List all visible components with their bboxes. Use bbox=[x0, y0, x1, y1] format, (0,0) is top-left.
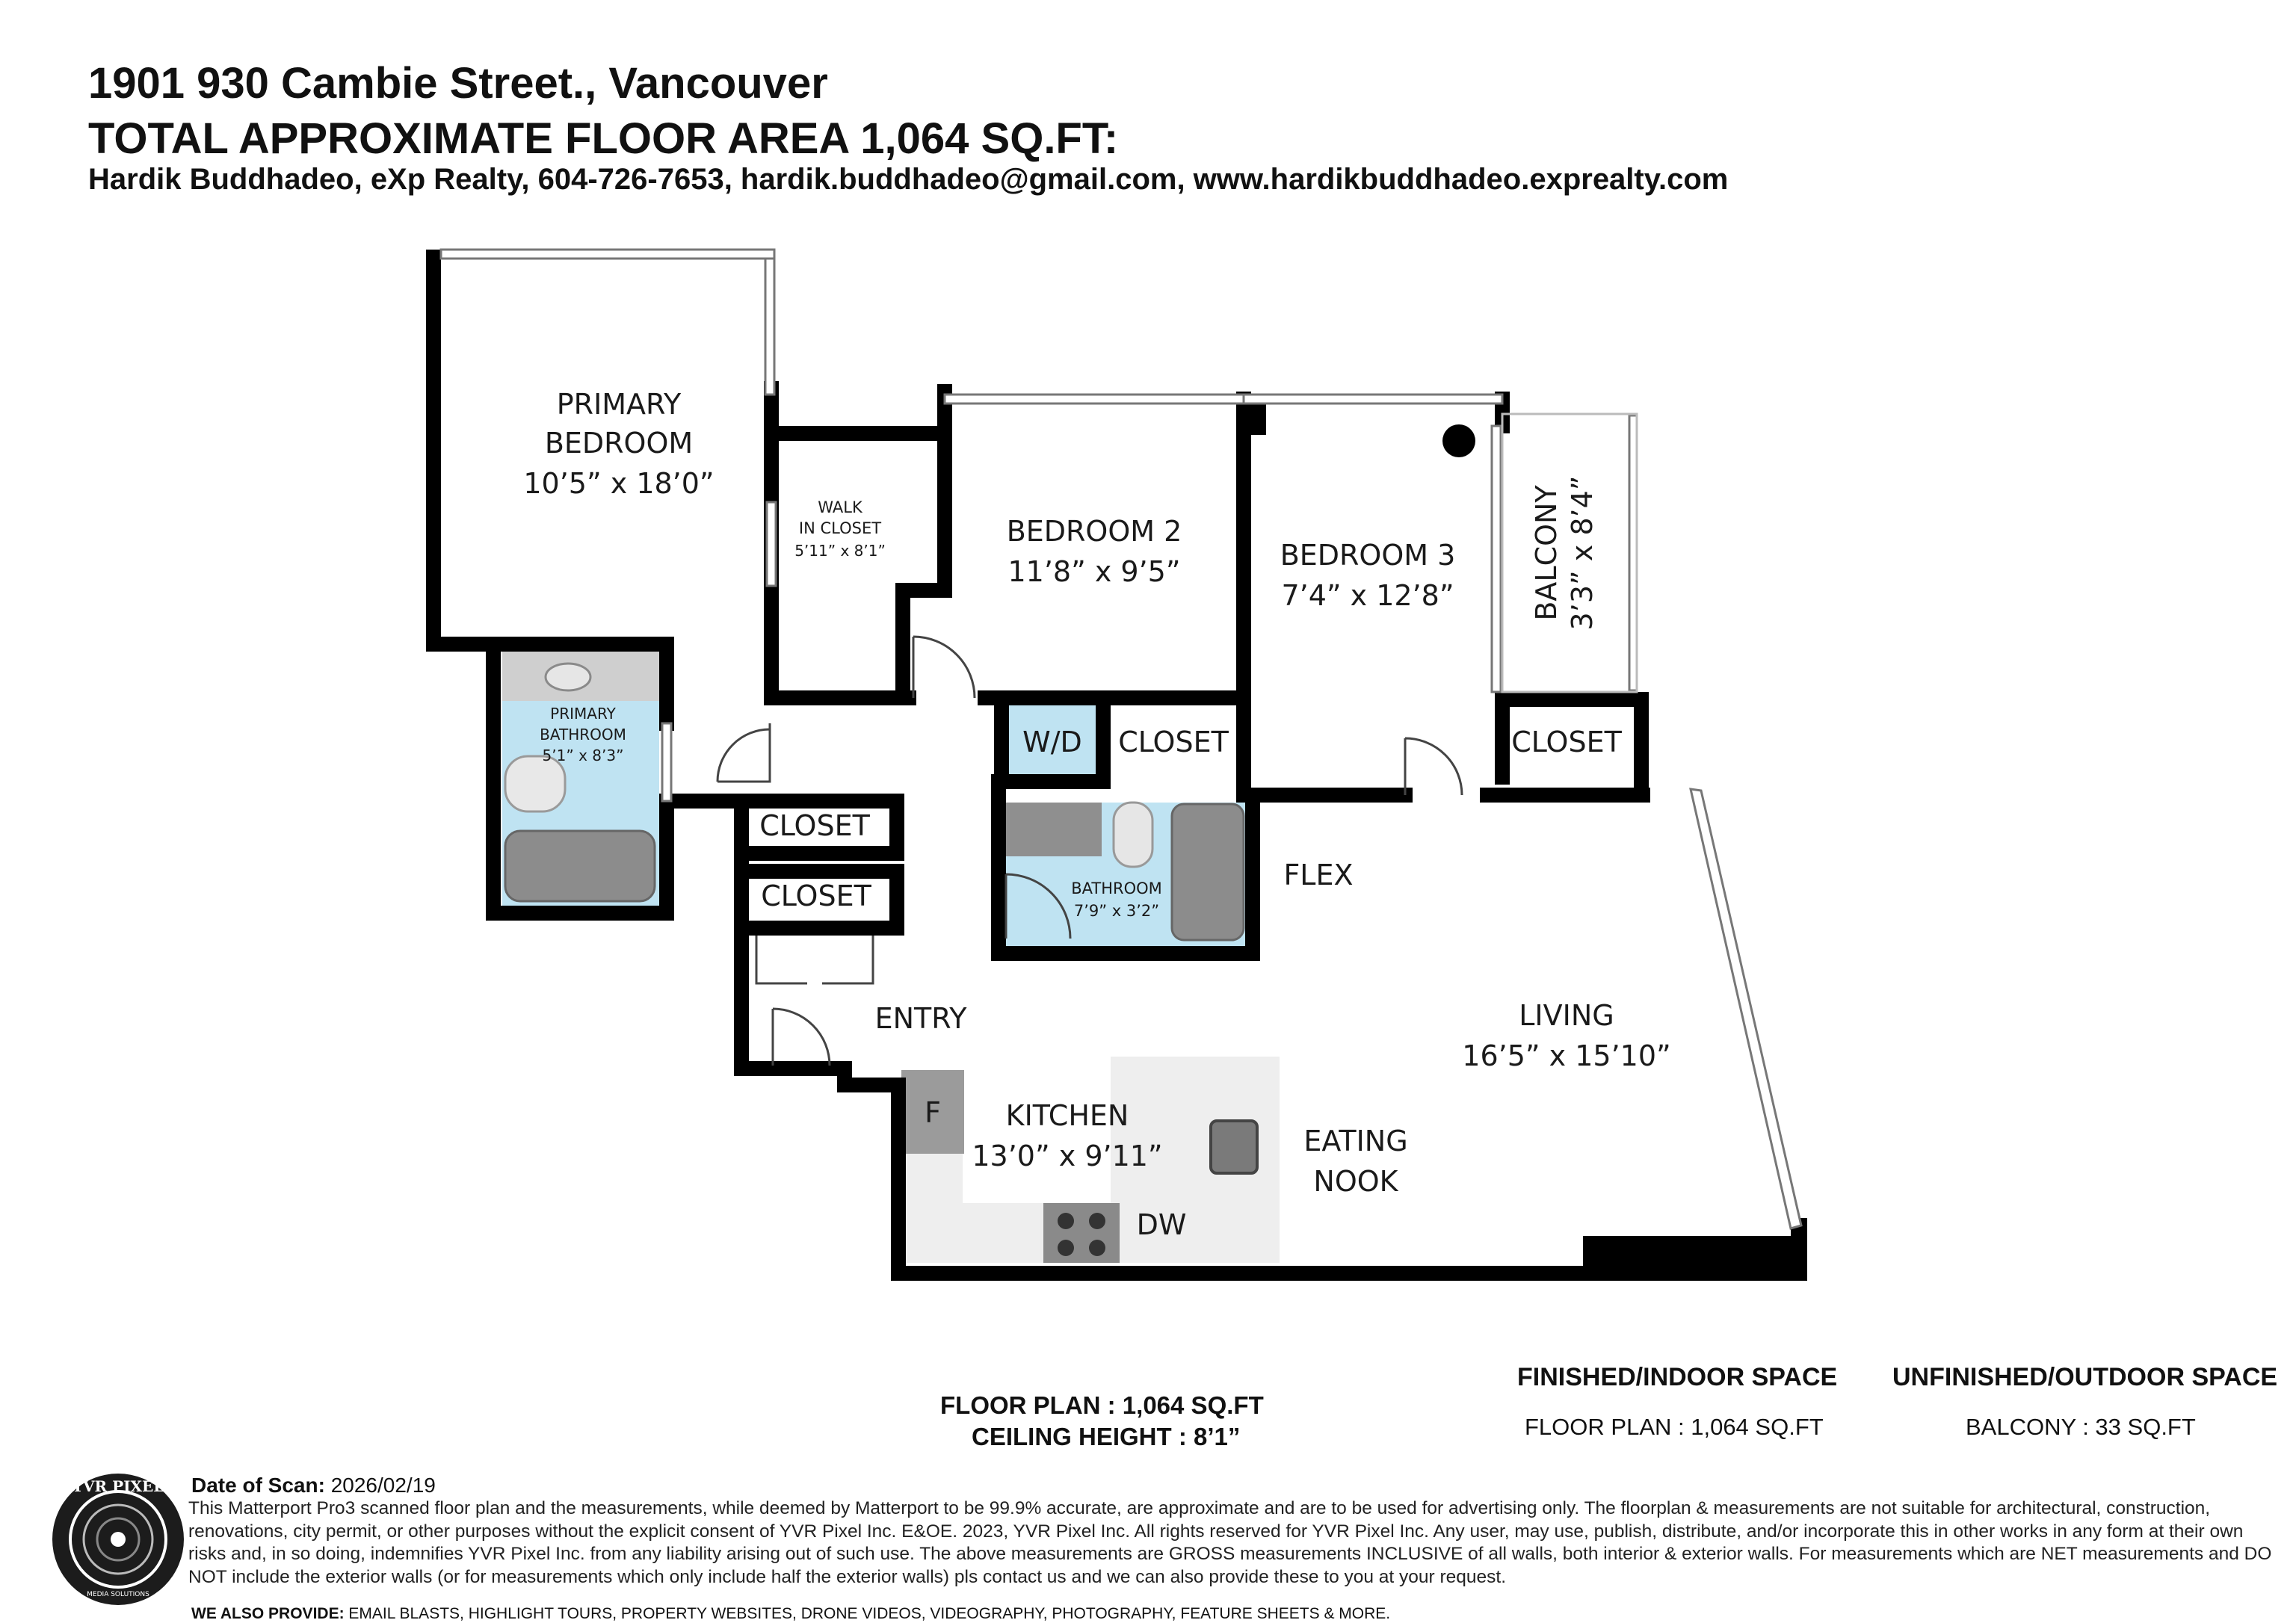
primary-bathroom-tub bbox=[505, 831, 655, 901]
door-primary bbox=[718, 723, 770, 782]
label-entry: ENTRY bbox=[874, 1002, 967, 1035]
finished-space-value: FLOOR PLAN : 1,064 SQ.FT bbox=[1525, 1414, 1824, 1440]
unfinished-space-title: UNFINISHED/OUTDOOR SPACE bbox=[1892, 1363, 2278, 1391]
also-provide bbox=[191, 1605, 1390, 1623]
label-flex: FLEX bbox=[1283, 859, 1354, 891]
scan-date bbox=[191, 1474, 436, 1497]
label-living-size: 16’5” x 15’10” bbox=[1462, 1039, 1671, 1072]
window-primary-top bbox=[441, 250, 774, 259]
window-bedroom3-top bbox=[1244, 395, 1502, 404]
label-walk-in-2: IN CLOSET bbox=[798, 519, 882, 537]
label-primary-bath-size: 5’1” x 8’3” bbox=[542, 746, 624, 764]
scan-date-value: 2026/02/19 bbox=[330, 1474, 436, 1497]
label-wd: W/D bbox=[1022, 726, 1082, 758]
label-closet-entry-2: CLOSET bbox=[761, 879, 871, 912]
window-living bbox=[1691, 789, 1801, 1228]
label-primary-bath-2: BATHROOM bbox=[540, 726, 626, 744]
window-bedroom3-right bbox=[1492, 426, 1501, 692]
label-balcony-size: 3’3” x 8’4” bbox=[1566, 475, 1599, 631]
door-entry-closet bbox=[756, 936, 873, 983]
label-fridge: F bbox=[925, 1096, 941, 1129]
agent-contact-line: Hardik Buddhadeo, eXp Realty, 604-726-7653, hardik.buddhadeo@gmail.com, www.hardikbuddhadeo.exprealty.com bbox=[88, 163, 1729, 196]
door-bedroom2 bbox=[913, 637, 975, 698]
burner-1 bbox=[1058, 1213, 1074, 1229]
bathroom-vanity bbox=[1002, 803, 1102, 856]
label-primary-bedroom-2: BEDROOM bbox=[544, 427, 694, 460]
label-walk-in-1: WALK bbox=[818, 498, 862, 516]
kitchen-sink bbox=[1211, 1121, 1257, 1173]
label-closet-bed3: CLOSET bbox=[1511, 726, 1622, 758]
corner-column bbox=[1583, 1236, 1807, 1276]
label-eating-2: NOOK bbox=[1313, 1165, 1398, 1198]
disclaimer: This Matterport Pro3 scanned floor plan and the measurements, while deemed by Matterport to be 99.9% accurate, are approximate and are to be used for advertising only. The floorplan & measurements are not suitable for architectural, construction, renovations, city permit, or other purposes without the explicit consent of YVR Pixel Inc. E&OE. 2023, YVR Pixel Inc. All rights reserved for YVR Pixel Inc. Any user, may use, publish, distribute, and/or incorporate this in other works in any form at their own risks and, in so doing, indemnifies YVR Pixel Inc. from any liability arising out of such use. The above measurements are GROSS measurements INCLUSIVE of all walls, both interior & exterior walls. For measurements which are NET measurements and DO NOT include the exterior walls (or for measurements which only include half the exterior walls) pls contact us and we can also provide these to you at your request. bbox=[188, 1498, 2272, 1587]
column-dot bbox=[1442, 424, 1475, 457]
ceiling-height: CEILING HEIGHT : 8’1” bbox=[972, 1423, 1241, 1450]
label-closet-hall: CLOSET bbox=[1118, 726, 1229, 758]
cooktop bbox=[1043, 1203, 1120, 1263]
window-bedroom2-top bbox=[945, 395, 1244, 404]
primary-bathroom-toilet bbox=[505, 756, 565, 812]
total-floor-area-title: TOTAL APPROXIMATE FLOOR AREA 1,064 SQ.FT: bbox=[88, 114, 1119, 163]
label-living: LIVING bbox=[1519, 999, 1614, 1032]
yvr-pixel-logo bbox=[52, 1474, 184, 1605]
label-dishwasher: DW bbox=[1136, 1208, 1187, 1241]
label-closet-entry-1: CLOSET bbox=[759, 809, 870, 842]
finished-space-title: FINISHED/INDOOR SPACE bbox=[1517, 1363, 1838, 1391]
label-bedroom3: BEDROOM 3 bbox=[1280, 539, 1456, 572]
primary-bedroom-walls bbox=[433, 257, 493, 644]
label-bedroom2: BEDROOM 2 bbox=[1006, 515, 1182, 548]
label-bathroom: BATHROOM bbox=[1071, 879, 1162, 897]
primary-bathroom-sink bbox=[546, 664, 590, 690]
label-bedroom2-size: 11’8” x 9’5” bbox=[1007, 555, 1181, 588]
logo-text: YVR PIXEL bbox=[72, 1477, 164, 1495]
unfinished-space-value: BALCONY : 33 SQ.FT bbox=[1966, 1414, 2196, 1440]
label-primary-bedroom-1: PRIMARY bbox=[556, 388, 682, 421]
also-provide-list: EMAIL BLASTS, HIGHLIGHT TOURS, PROPERTY WEBSITES, DRONE VIDEOS, VIDEOGRAPHY, PHOTOGRAPHY, FEATURE SHEETS & MORE. bbox=[348, 1605, 1391, 1622]
label-bedroom3-size: 7’4” x 12’8” bbox=[1281, 579, 1454, 612]
door-entry bbox=[773, 1009, 830, 1066]
label-kitchen-size: 13’0” x 9’11” bbox=[972, 1140, 1163, 1172]
burner-4 bbox=[1089, 1240, 1105, 1256]
scan-date-label: Date of Scan: bbox=[191, 1474, 325, 1497]
label-eating-1: EATING bbox=[1303, 1125, 1408, 1157]
label-walk-in-size: 5’11” x 8’1” bbox=[794, 542, 886, 560]
floor-plan-area: FLOOR PLAN : 1,064 SQ.FT bbox=[940, 1391, 1264, 1419]
label-bathroom-size: 7’9” x 3’2” bbox=[1073, 902, 1160, 920]
burner-3 bbox=[1058, 1240, 1074, 1256]
window-primary-bath bbox=[662, 723, 671, 801]
label-primary-bath-1: PRIMARY bbox=[550, 705, 616, 723]
also-provide-label: WE ALSO PROVIDE: bbox=[191, 1605, 345, 1622]
window-walk-in bbox=[767, 502, 776, 586]
label-balcony: BALCONY bbox=[1530, 485, 1563, 621]
window-primary-right bbox=[765, 259, 774, 395]
label-kitchen: KITCHEN bbox=[1005, 1099, 1129, 1132]
logo-subtext: MEDIA SOLUTIONS bbox=[87, 1591, 149, 1598]
bathroom-tub bbox=[1172, 804, 1244, 940]
bathroom-toilet bbox=[1114, 803, 1152, 867]
property-address: 1901 930 Cambie Street., Vancouver bbox=[88, 59, 828, 108]
burner-2 bbox=[1089, 1213, 1105, 1229]
door-bedroom3 bbox=[1405, 738, 1462, 795]
label-primary-bedroom-size: 10’5” x 18’0” bbox=[523, 467, 715, 500]
